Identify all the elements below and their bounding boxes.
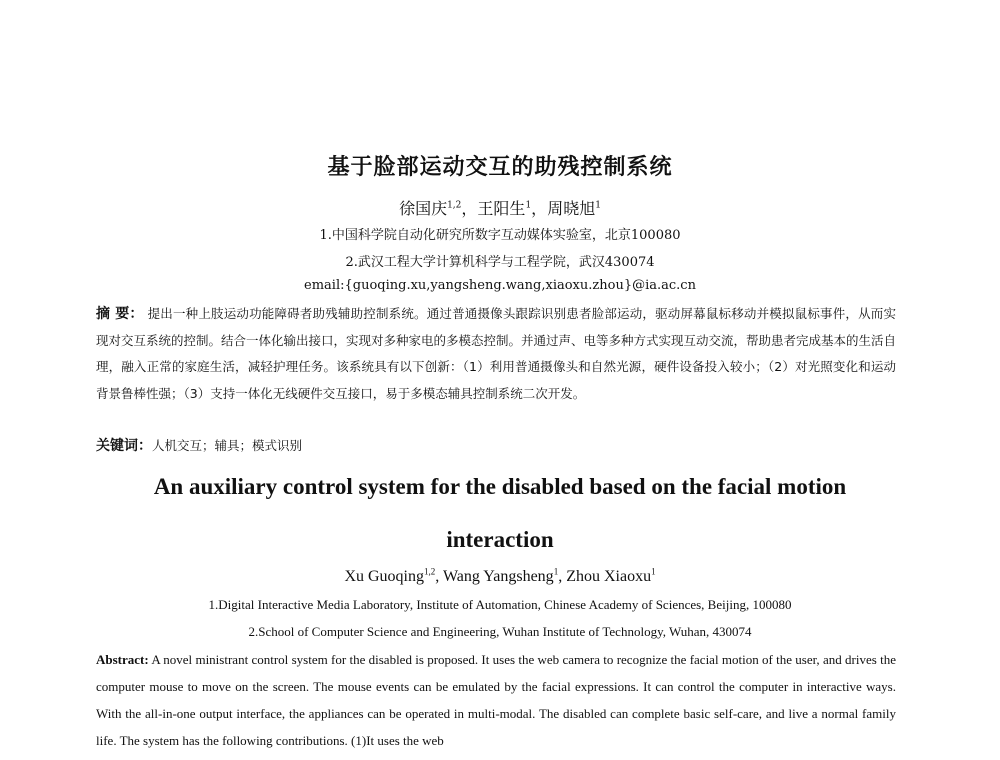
author-separator: , [558, 568, 567, 585]
author-affiliation-mark: 1 [553, 566, 559, 577]
author-affiliation-mark: 1,2 [424, 566, 436, 577]
chinese-title: 基于脸部运动交互的助残控制系统 [327, 154, 673, 180]
chinese-abstract [96, 301, 896, 407]
author-separator: ， [531, 199, 548, 218]
english-abstract [96, 646, 896, 754]
author-separator: ， [461, 199, 478, 218]
author-name: Wang Yangsheng [442, 568, 554, 585]
english-abstract-text: A novel ministrant control system for the disabled is proposed. It uses the web camera to recognize the facial motion of the user, and drives the computer mouse to move on the screen. The mouse events can be emulated by the facial expressions. It can control the computer in interactive ways. With the all-in-one output interface, the appliances can be operated in multi-modal. The disabled can complete basic self-care, and live a normal family life. The system has the following contributions. (1)It uses the web [96, 652, 896, 748]
chinese-abstract-text: 提出一种上肢运动功能障碍者助残辅助控制系统。通过普通摄像头跟踪识别患者脸部运动，驱动屏幕鼠标移动并模拟鼠标事件，从而实现对交互系统的控制。结合一体化输出接口，实现对多种家电的多模态控制。并通过声、电等多种方式实现互动交流，帮助患者完成基本的生活自理，融入正常的家庭生活，减轻护理任务。该系统具有以下创新：（1）利用普通摄像头和自然光源，硬件设备投入较小；（2）对光照变化和运动背景鲁棒性强；（3）支持一体化无线硬件交互接口，易于多模态辅具控制系统二次开发。 [96, 306, 897, 401]
chinese-keywords-text: 人机交互；辅具；模式识别 [152, 438, 303, 453]
chinese-abstract-label: 摘 要： [96, 306, 144, 322]
author-name: 徐国庆 [399, 199, 448, 218]
chinese-affiliation-2: 2.武汉工程大学计算机科学与工程学院，武汉430074 [345, 255, 655, 270]
english-title-line-2: interaction [446, 527, 554, 552]
english-authors [0, 568, 1000, 586]
author-affiliation-mark: 1 [525, 200, 532, 211]
author-affiliation-mark: 1 [651, 566, 656, 577]
english-affiliation-2: 2.School of Computer Science and Engineering, Wuhan Institute of Technology, Wuhan, 430074 [248, 624, 752, 639]
english-affiliation-1: 1.Digital Interactive Media Laboratory, Institute of Automation, Chinese Academy of Sciences, Beijing, 100080 [208, 597, 792, 612]
author-affiliation-mark: 1 [595, 200, 601, 211]
author-affiliation-mark: 1,2 [447, 200, 462, 211]
author-name: Xu Guoqing [344, 568, 424, 585]
chinese-keywords-label: 关键词： [96, 438, 152, 454]
author-email: email:{guoqing.xu,yangsheng.wang,xiaoxu.zhou}@ia.ac.cn [304, 278, 696, 293]
author-name: 周晓旭 [547, 199, 596, 218]
author-name: 王阳生 [477, 199, 526, 218]
author-separator: , [435, 568, 443, 585]
chinese-authors [0, 196, 1000, 219]
chinese-affiliation-1: 1.中国科学院自动化研究所数字互动媒体实验室，北京100080 [319, 228, 681, 243]
chinese-keywords [96, 435, 896, 455]
english-abstract-label: Abstract: [96, 652, 149, 667]
author-name: Zhou Xiaoxu [566, 568, 652, 585]
english-title-line-1: An auxiliary control system for the disabled based on the facial motion [153, 474, 847, 499]
